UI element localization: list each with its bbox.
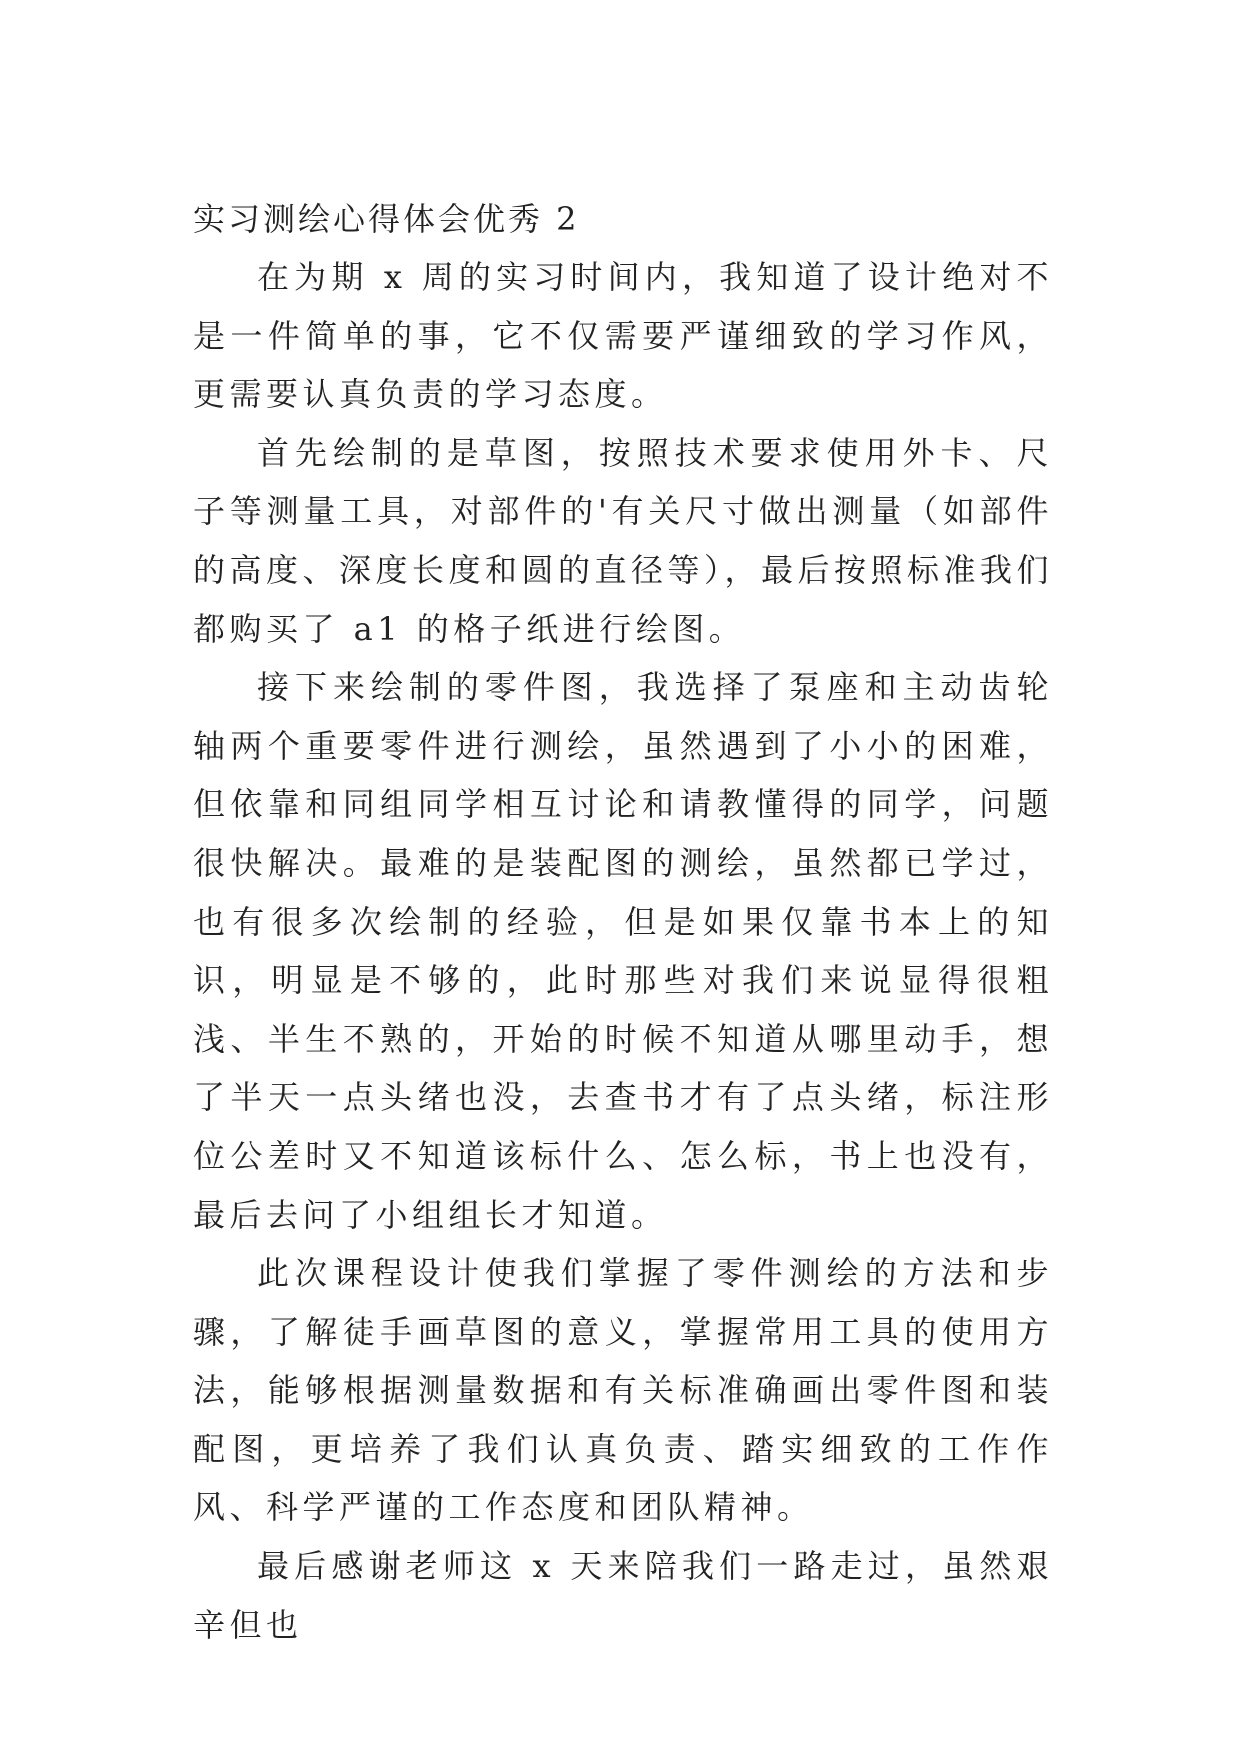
- paragraph-5: 最后感谢老师这 x 天来陪我们一路走过，虽然艰辛但也: [193, 1547, 1053, 1644]
- document-page: [193, 190, 1053, 1654]
- document-title: 实习测绘心得体会优秀 2: [193, 200, 580, 238]
- paragraph-2: 首先绘制的是草图，按照技术要求使用外卡、尺子等测量工具，对部件的'有关尺寸做出测量（如部件的高度、深度长度和圆的直径等），最后按照标准我们都购买了 a1 的格子纸进行绘图。: [193, 433, 1054, 648]
- paragraph-4: 此次课程设计使我们掌握了零件测绘的方法和步骤，了解徒手画草图的意义，掌握常用工具的使用方法，能够根据测量数据和有关标准确画出零件图和装配图，更培养了我们认真负责、踏实细致的工作作风、科学严谨的工作态度和团队精神。: [193, 1254, 1053, 1527]
- paragraph-3: 接下来绘制的零件图，我选择了泵座和主动齿轮轴两个重要零件进行测绘，虽然遇到了小小的困难，但依靠和同组同学相互讨论和请教懂得的同学，问题很快解决。最难的是装配图的测绘，虽然都已学过，也有很多次绘制的经验，但是如果仅靠书本上的知识，明显是不够的，此时那些对我们来说显得很粗浅、半生不熟的，开始的时候不知道从哪里动手，想了半天一点头绪也没，去查书才有了点头绪，标注形位公差时又不知道该标什么、怎么标，书上也没有，最后去问了小组组长才知道。: [193, 668, 1053, 1234]
- paragraph-1: 在为期 x 周的实习时间内，我知道了设计绝对不是一件简单的事，它不仅需要严谨细致的学习作风，更需要认真负责的学习态度。: [193, 258, 1053, 414]
